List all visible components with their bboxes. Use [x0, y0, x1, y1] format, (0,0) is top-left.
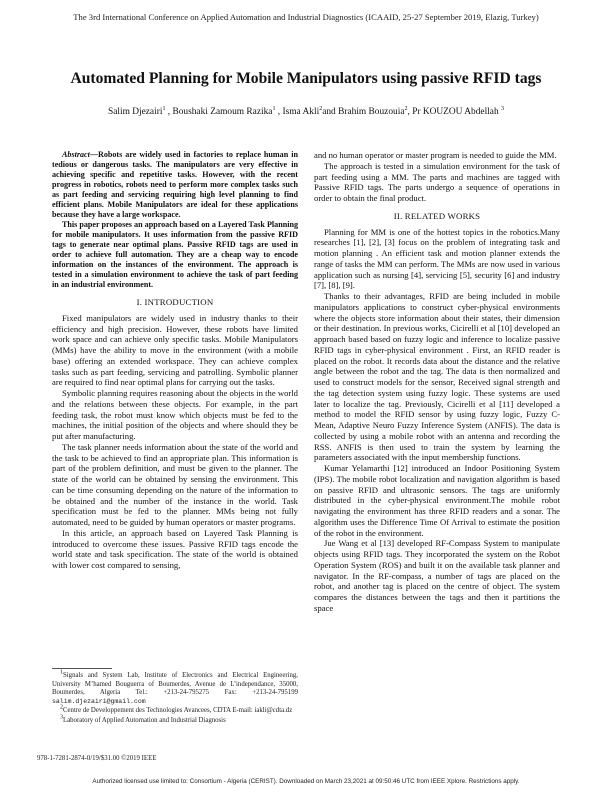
author-separator: ,	[407, 107, 413, 117]
author-separator: and	[322, 107, 339, 117]
body-paragraph: Symbolic planning requires reasoning about the objects in the world and the relations between these objects. For example, in the part feeding task, the robot must know which objects must be fed to the machines, the initial position of the objects and where should they be put after manufacturing.	[52, 388, 298, 441]
author-name: Pr KOUZOU Abdellah	[412, 107, 499, 117]
abstract-text: Robots are widely used in factories to replace human in tedious or dangerous tasks. The manipulators are very effective in achieving specific and repetitive tasks. However, with the recent progress in robotics, robots need to perform more complex tasks such as part feeding and servicing requiring high level planning to find efficient plans. Mobile Manipulators are ideal for these applications because they have a large workspace.	[52, 150, 298, 219]
body-paragraph: Planning for MM is one of the hottest topics in the robotics.Many researches [1], [2], [3] focus on the problem of integrating task and motion planning . An efficient task and motion planner extends the range of tasks the MM can perform. The MMs are now used in various application such as nursing [4], servicing [5], security [6] and industry [7], [8], [9].	[314, 226, 560, 291]
abstract	[52, 150, 298, 290]
author-name: Boushaki Zamoum Razika	[172, 107, 273, 117]
author-separator: ,	[275, 107, 283, 117]
body-paragraph: Fixed manipulators are widely used in industry thanks to their efficiency and high precision. However, these robots have limited work space and can achieve only specific tasks. Mobile Manipulators (MMs) have the ability to move in the environment (with a mobile base) offering an extended workspace. They can achieve complex tasks such as part feeding, servicing and patrolling. Symbolic planner are required to find near optimal plans for carrying out the tasks.	[52, 312, 298, 388]
body-paragraph: and no human operator or master program is needed to guide the MM.	[314, 150, 557, 160]
abstract-paragraph	[52, 150, 298, 220]
author-name: Salim Djezairi	[108, 107, 163, 117]
isbn-line: 978-1-7281-2874-0/19/$31.00 ©2019 IEEE	[37, 755, 157, 762]
body-paragraph: Kumar Yelamarthi [12] introduced an Indoor Positioning System (IPS). The mobile robot localization and navigation algorithm is based on passive RFID and ultrasonic sensors. The tags are uniformly distributed in the cyber-physical environment.The mobile robot navigating the environment has three RFID readers and a sonar. The algorithm uses the Difference Time Of Arrival to estimate the position of the robot in the environment.	[314, 463, 560, 538]
footnote: $^3$Laboratory of Applied Automation and Industrial Diagnosis	[60, 714, 226, 724]
body-paragraph: Jue Wang et al [13] developed RF-Compass System to manipulate objects using RFID tags. They incorporated the system on the Robot Operation System (ROS) and built it on the available task planner and navigator. In the RF-compass, a number of tags are placed on the robot, and another tag is placed on the centre of object. The system compares the distances between the tags and then it partitions the space	[314, 538, 560, 613]
author-affiliation: 3	[500, 105, 504, 112]
section-heading-introduction: I. INTRODUCTION	[136, 297, 214, 307]
abstract-label: Abstract—	[62, 150, 98, 159]
footnotes	[52, 668, 298, 726]
body-paragraph: Thanks to their advantages, RFID are being included in mobile manipulators applications to construct cyber-physical environments where the objects store information about their states, their dimension or their destination. In previous works, Cicirelli et al [10] developed an approach based based on fuzzy logic and inference to localize passive RFID tags in cyber-physical environment . First, an RFID reader is placed on the robot. It records data about the distance and the relative angle between the robot and the tag. The data is then normalized and used to construct models for the sensor, Received signal strength and the tag detection system using fuzzy logic. These systems are used later to localize the tag. Previously, Cicirelli et al [11] developed a method to model the RFID sensor by using fuzzy logic, Fuzzy C-Mean, Adaptive Neuro Fuzzy Inference System (ANFIS). The data is collected by using a mobile robot with an antenna and recording the RSS. ANFIS is then used to train the system by learning the parameters associated with the input membership functions.	[314, 291, 560, 463]
footnote-email: salim.djezairi@gmail.com	[52, 697, 146, 705]
author-name: Brahim Bouzouia	[338, 107, 405, 117]
author-affiliation: 2	[404, 105, 408, 112]
abstract-paragraph: This paper proposes an approach based on a Layered Task Planning for mobile manipulators. It uses information from the passive RFID tags to generate near optimal plans. Passive RFID tags are used in order to achieve full automation. They are a cheap way to encode information on the instances of the environment. The approach is tested in a simulation environment to achieve the task of part feeding in an industrial environment.	[52, 220, 298, 289]
license-notice: Authorized licensed use limited to: Consortium - Algeria (CERIST). Downloaded on March 23,2021 at 09:50:46 UTC from IEEE Xplore. Restrictions apply.	[92, 778, 520, 785]
left-column	[52, 150, 298, 571]
body-paragraph: In this article, an approach based on Layered Task Planning is introduced to overcome these issues. Passive RFID tags encode the world state and task specification. The state of the world is obtained with lower cost compared to sensing,	[52, 527, 298, 570]
conference-header: The 3rd International Conference on Applied Automation and Industrial Diagnostics (ICAAID, 25-27 September 2019, Elazig, Turkey)	[73, 12, 539, 22]
author-separator: ,	[165, 107, 173, 117]
footnote: $^1$Signals and System Lab, Institute of Electronics and Electrical Engineering, University M’hamed Bouguerra of Boumerdes, Avenue de L’independance, 35000, Boumerdes, Algeria Tel.: +213-24-795275 Fax: +213-24-795199 salim.djezairi@gmail.com	[52, 669, 298, 705]
footnote: $^2$Centre de Developpement des Technologies Avancees, CDTA E-mail: iakli@cdta.dz	[60, 704, 293, 714]
author-affiliation: 2	[319, 105, 323, 112]
author-affiliation: 1	[162, 105, 166, 112]
paper-title: Automated Planning for Mobile Manipulators using passive RFID tags	[70, 70, 542, 87]
author-name: Isma Akli	[282, 107, 320, 117]
author-line	[20, 107, 592, 117]
right-column	[314, 150, 560, 614]
body-paragraph: The task planner needs information about the state of the world and the task to be achieved to find an appropriate plan. This information is part of the problem definition, and must be given to the planner. The state of the world can be obtained by sensing the environment. This can be time consuming depending on the nature of the information to be obtained and the number of the instance in the world. Task specification must be fed to the planner. MMs being not fully automated, need to be guided by human operators or master programs.	[52, 441, 298, 527]
section-heading-related-works: II. RELATED WORKS	[393, 210, 481, 221]
author-affiliation: 1	[272, 105, 276, 112]
body-paragraph: The approach is tested in a simulation environment for the task of part feeding using a MM. The parts and machines are tagged with Passive RFID tags. The parts undergo a sequence of operations in order to obtain the final product.	[314, 160, 560, 203]
